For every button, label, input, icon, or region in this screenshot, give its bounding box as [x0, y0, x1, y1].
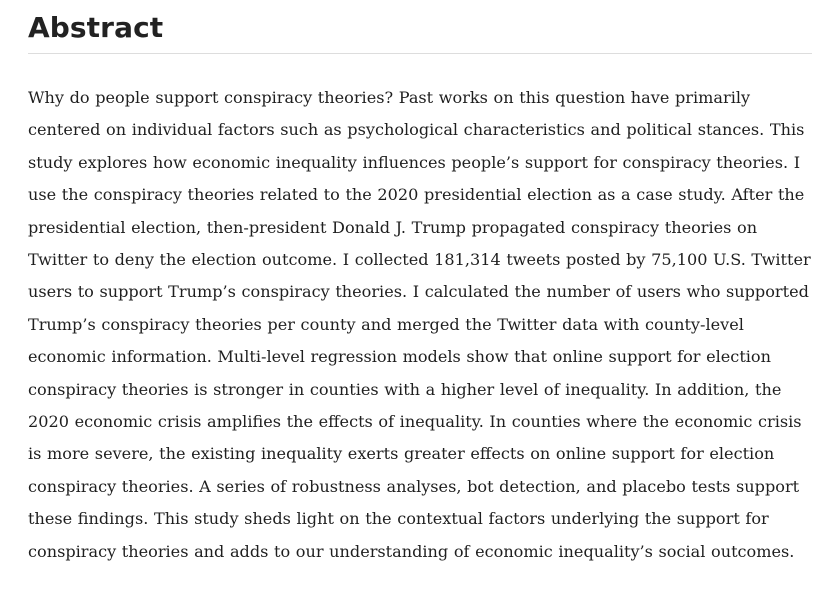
- abstract-heading: Abstract: [28, 11, 164, 44]
- abstract-section: [28, 0, 812, 568]
- heading-divider: [28, 53, 812, 54]
- abstract-text: Why do people support conspiracy theories? Past works on this question have primarily centered on individual factors such as psychological characteristics and political stances. This study explores how economic inequality influences people’s support for conspiracy theories. I use the conspiracy theories related to the 2020 presidential election as a case study. After the presidential election, then-president Donald J. Trump propagated conspiracy theories on Twitter to deny the election outcome. I collected 181,314 tweets posted by 75,100 U.S. Twitter users to support Trump’s conspiracy theories. I calculated the number of users who supported Trump’s conspiracy theories per county and merged the Twitter data with county-level economic information. Multi-level regression models show that online support for election conspiracy theories is stronger in counties with a higher level of inequality. In addition, the 2020 economic crisis amplifies the effects of inequality. In counties where the economic crisis is more severe, the existing inequality exerts greater effects on online support for election conspiracy theories. A series of robustness analyses, bot detection, and placebo tests support these findings. This study sheds light on the contextual factors underlying the support for conspiracy theories and adds to our understanding of economic inequality’s social outcomes.: [28, 88, 811, 561]
